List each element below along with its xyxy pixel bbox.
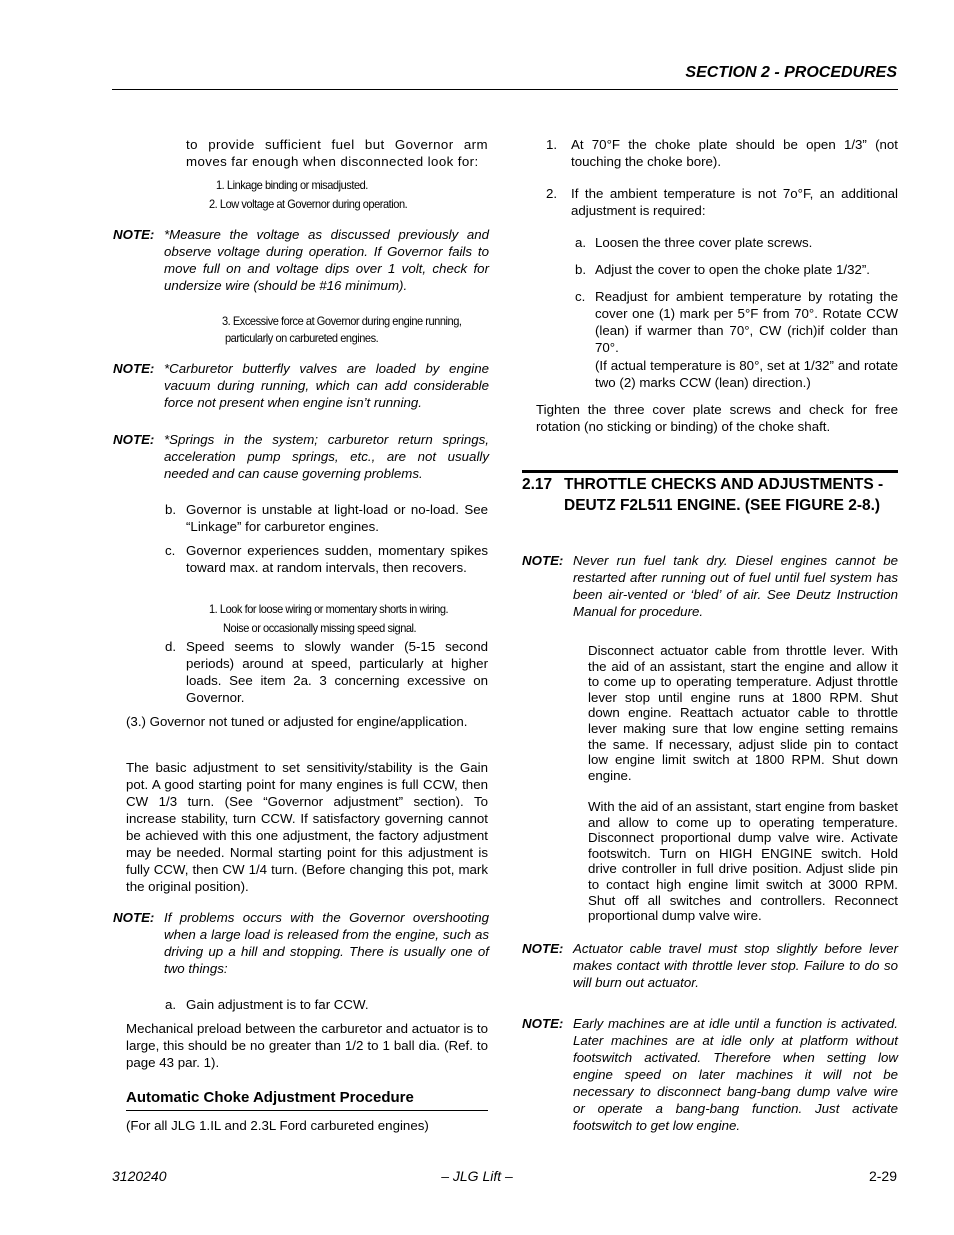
item-a-label: a. — [165, 997, 177, 1012]
item-c-sub-2: Noise or occasionally missing speed signal. — [223, 621, 417, 635]
choke-subtitle: (For all JLG 1.IL and 2.3L Ford carbureted engines) — [126, 1118, 429, 1133]
step-2a-label: a. — [575, 235, 587, 250]
step-2c-example: (If actual temperature is 80°, set at 1/32” and rotate two (2) marks CCW (lean) direction.) — [595, 358, 898, 390]
step-2b-label: b. — [575, 262, 587, 277]
paragraph-preload: Mechanical preload between the carburetor and actuator is to large, this should be no greater than 1/2 to 1 ball dia. (Ref. to page 43 par. 1). — [126, 1021, 488, 1070]
note-label: NOTE: — [522, 553, 564, 568]
paragraph-high-engine: With the aid of an assistant, start engine from basket and allow to come up to operating temperature. Disconnect proportional dump valve wire. Activate footswitch. Turn on HIGH ENGINE switch. Hold drive controller in full drive position. Adjust slide pin to contact high engine limit switch at 3000 RPM. Shut off all switches and controllers. Reconnect proportional dump valve wire. — [588, 799, 898, 924]
step-2-text: If the ambient temperature is not 7o°F, an additional adjustment is required: — [571, 186, 898, 218]
note-early-machines: Early machines are at idle until a function is activated. Later machines are at idle only at platform without footswitch activated. Therefore when setting low engine speed on later machines it will not be necessary to disconnect bang-bang dump valve wire or operate a bang-bang function. Just activate footswitch to get low engine. — [573, 1016, 898, 1133]
doc-number: 3120240 — [112, 1168, 167, 1184]
note-label: NOTE: — [113, 361, 155, 376]
section-title: THROTTLE CHECKS AND ADJUSTMENTS - DEUTZ F2L511 ENGINE. (SEE FIGURE 2-8.) — [564, 476, 884, 514]
item-b-text: Governor is unstable at light-load or no-load. See “Linkage” for carburetor engines. — [186, 502, 488, 534]
note-label: NOTE: — [522, 1016, 564, 1031]
step-2-label: 2. — [546, 186, 558, 201]
paragraph-governor-tuning: (3.) Governor not tuned or adjusted for engine/application. — [126, 714, 468, 729]
note-actuator-travel: Actuator cable travel must stop slightly before lever makes contact with throttle lever stop. Failure to do so will burn out actuator. — [573, 941, 898, 990]
step-2c-text: Readjust for ambient temperature by rotating the cover one (1) mark per 5°F from 70°. Rotate CCW (lean) if warmer than 70°, CW (rich)if colder than 70°. — [595, 289, 898, 355]
sub-item-3-cont: particularly on carbureted engines. — [225, 331, 379, 345]
item-c-sub-1: 1. Look for loose wiring or momentary shorts in wiring. — [209, 602, 449, 616]
page-number: 2-29 — [868, 1168, 897, 1184]
sub-item-1: 1. Linkage binding or misadjusted. — [216, 178, 368, 192]
sub-item-2: 2. Low voltage at Governor during operation. — [209, 197, 408, 211]
note-label: NOTE: — [113, 910, 155, 925]
sub-item-3: 3. Excessive force at Governor during engine running, — [222, 314, 462, 328]
header-rule — [112, 89, 898, 90]
step-1-text: At 70°F the choke plate should be open 1/3” (not touching the choke bore). — [571, 137, 898, 169]
item-c-text: Governor experiences sudden, momentary spikes toward max. at random intervals, then recovers. — [186, 543, 488, 575]
paragraph-basic-adjustment: The basic adjustment to set sensitivity/stability is the Gain pot. A good starting point for many engines is full CCW, then CW 1/3 turn. (See “Governor adjustment” section). To increase stability, turn CCW. If satisfactory governing cannot be achieved with this one adjustment, the factory adjustment may be needed. Normal starting point for this adjustment is fully CCW, then CW 1/4 turn. (Before changing this pot, mark the original position). — [126, 760, 488, 894]
item-a-text: Gain adjustment is to far CCW. — [186, 997, 369, 1012]
note-label: NOTE: — [113, 227, 155, 242]
section-rule — [522, 470, 898, 473]
paragraph-disconnect-actuator: Disconnect actuator cable from throttle lever. With the aid of an assistant, start the engine and allow it to come up to operating temperature. Adjust throttle lever stop until engine runs at 1800 RPM. Shut down engine. Reattach actuator cable to throttle lever making sure that low engine setting remains the same. If necessary, adjust slide pin to contact low engine limit switch at 1800 RPM. Shut down engine. — [588, 643, 898, 783]
item-c-label: c. — [165, 543, 176, 558]
choke-heading-rule — [126, 1110, 488, 1111]
note-butterfly: *Carburetor butterfly valves are loaded by engine vacuum during running, which can add considerable force not present when engine isn’t running. — [164, 361, 489, 410]
footer-brand: – JLG Lift – — [441, 1168, 513, 1184]
section-number: 2.17 — [522, 476, 553, 493]
section-header: SECTION 2 - PROCEDURES — [685, 64, 897, 81]
choke-heading: Automatic Choke Adjustment Procedure — [126, 1089, 414, 1106]
note-overshooting: If problems occurs with the Governor overshooting when a large load is released from the engine, such as driving up a hill and stopping. There is usually one of two things: — [164, 910, 489, 976]
note-springs: *Springs in the system; carburetor return springs, acceleration pump springs, etc., are not usually needed and can cause governing problems. — [164, 432, 489, 481]
step-1-label: 1. — [546, 137, 558, 152]
note-fuel-tank: Never run fuel tank dry. Diesel engines cannot be restarted after running out of fuel until fuel system has been air-vented or ‘bled’ of air. See Deutz Instruction Manual for procedure. — [573, 553, 898, 619]
item-d-label: d. — [165, 639, 177, 654]
step-2a-text: Loosen the three cover plate screws. — [595, 235, 813, 250]
item-d-text: Speed seems to slowly wander (5-15 second periods) around at speed, particularly at higher loads. See item 2a. 3 concerning excessive on Governor. — [186, 639, 488, 705]
note-label: NOTE: — [522, 941, 564, 956]
note-label: NOTE: — [113, 432, 155, 447]
paragraph-tighten: Tighten the three cover plate screws and check for free rotation (no sticking or binding) of the choke shaft. — [536, 402, 898, 434]
intro-paragraph: to provide sufficient fuel but Governor arm moves far enough when disconnected look for: — [186, 137, 488, 169]
item-b-label: b. — [165, 502, 177, 517]
note-voltage: *Measure the voltage as discussed previously and observe voltage during operation. If Governor fails to move full on and voltage dips over 1 volt, check for undersize wire (should be #16 minimum). — [164, 227, 489, 293]
step-2b-text: Adjust the cover to open the choke plate 1/32”. — [595, 262, 870, 277]
step-2c-label: c. — [575, 289, 586, 304]
